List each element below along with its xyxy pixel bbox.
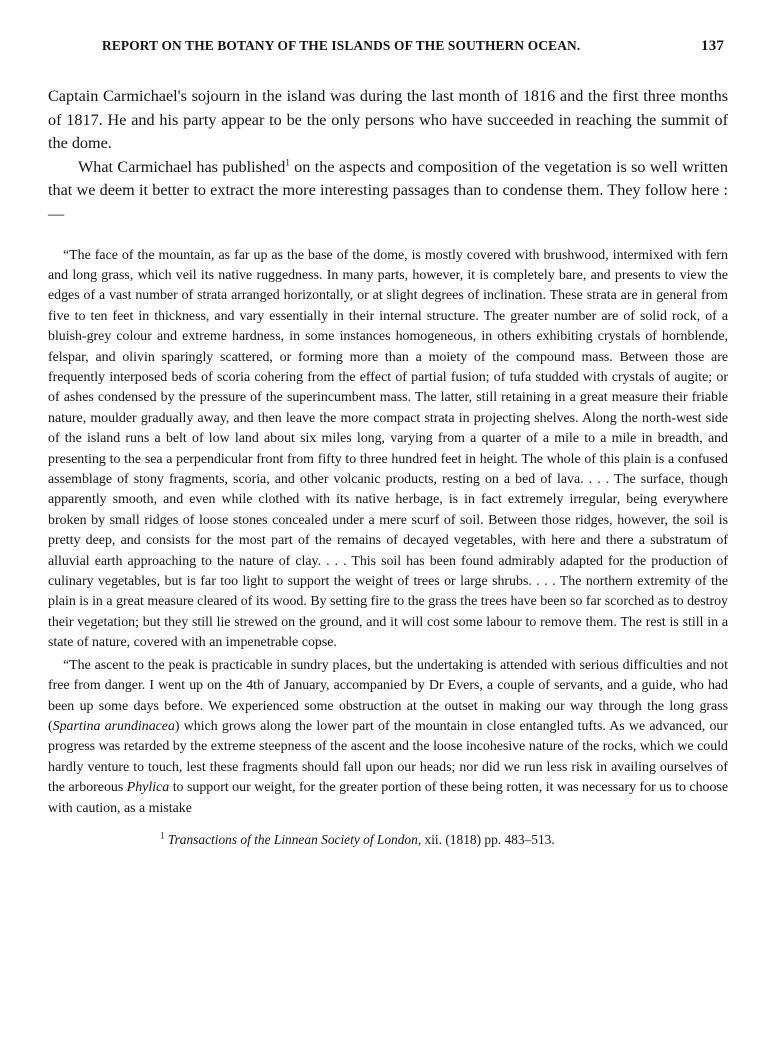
species-name-phylica: Phylica bbox=[126, 780, 170, 796]
running-header bbox=[102, 38, 724, 58]
page-number: 137 bbox=[701, 38, 724, 54]
quote-2-text-c: to support our weight, for the greater portion of these being rotten, it was necessary for us to choose with caution, as a mistake bbox=[48, 780, 728, 816]
footnote-reference: 1 bbox=[285, 157, 290, 168]
body-paragraph-2-rest: on the aspects and composition of the vegetation is so well written that we deem it better to extract the more interesting passages than to condense them. They follow here :— bbox=[48, 157, 728, 223]
footnote-details: xii. (1818) pp. 483–513. bbox=[421, 831, 555, 847]
body-paragraph-2 bbox=[48, 156, 728, 227]
running-title: REPORT ON THE BOTANY OF THE ISLANDS OF THE SOUTHERN OCEAN. bbox=[102, 38, 581, 53]
footnote-journal: Transactions of the Linnean Society of London, bbox=[167, 831, 422, 847]
footnote bbox=[48, 831, 728, 849]
quoted-paragraph-2 bbox=[48, 656, 728, 819]
body-paragraph-1: Captain Carmichael's sojourn in the island was during the last month of 1816 and the first three months of 1817. He and his party appear to be the only persons who have succeeded in reaching the summit of the dome. bbox=[48, 87, 728, 153]
quote-2-text-a: “The ascent to the peak is practicable in sundry places, but the undertaking is attended with serious difficulties and not free from danger. I went up on the 4th of January, accompanied by Dr Evers, a couple of servants, and a guide, who had been up some days before. We experienced some obstruction at the outset in making our way through the long grass ( bbox=[48, 657, 728, 734]
quoted-paragraph-1: “The face of the mountain, as far up as the base of the dome, is mostly covered with brushwood, intermixed with fern and long grass, which veil its native ruggedness. In many parts, however, it is completely bare, and presents to view the edges of a vast number of strata arranged horizontally, or at slight degrees of inclination. These strata are in general from five to ten feet in thickness, and vary essentially in their internal structure. The greater number are of solid rock, of a bluish-grey colour and extreme hardness, in some instances homogeneous, in others exhibiting crystals of hornblende, felspar, and olivin sparingly scattered, or forming more than a moiety of the compound mass. Between those are frequently interposed beds of scoria cohering from the effect of partial fusion; of tufa studded with crystals of augite; or of ashes condensed by the pressure of the superincumbent mass. The latter, still retaining in a great measure their friable nature, moulder gradually away, and then leave the more compact strata in projecting shelves. Along the north-west side of the island runs a belt of low land about six miles long, varying from a quarter of a mile to a mile in breadth, and presenting to the sea a perpendicular front from fifty to three hundred feet in height. The whole of this plain is a confused assemblage of stony fragments, scoria, and other volcanic products, resting on a bed of lava. . . . The surface, though apparently smooth, and even while clothed with its native herbage, is in fact extremely irregular, being everywhere broken by small ridges of loose stones concealed under a mere scurf of soil. Between those ridges, however, the soil is pretty deep, and consists for the most part of the remains of decayed vegetables, with here and there a substratum of alluvial earth approaching to the nature of clay. . . . This soil has been found admirably adapted for the production of culinary vegetables, but is far too light to support the weight of trees or large shrubs. . . . The northern extremity of the plain is in a great measure cleared of its wood. By setting fire to the grass the trees have been so far scorched as to destroy their vegetation; but they still lie strewed on the ground, and it will cost some labour to remove them. The rest is still in a state of nature, covered with an impenetrable copse. bbox=[48, 247, 728, 651]
footnote-mark: 1 bbox=[160, 830, 165, 841]
species-name-spartina: Spartina arundinacea bbox=[52, 718, 175, 734]
quote-2-text-b: ) which grows along the lower part of the mountain in close entangled tufts. As we advanced, our progress was retarded by the extreme steepness of the ascent and the loose incohesive nature of the rocks, which we could hardly venture to touch, lest these fragments should fall upon our heads; nor did we run less risk in availing ourselves of the arboreous bbox=[48, 718, 728, 796]
page bbox=[48, 38, 728, 849]
body-paragraph-2-lead: What Carmichael has published bbox=[78, 157, 286, 176]
